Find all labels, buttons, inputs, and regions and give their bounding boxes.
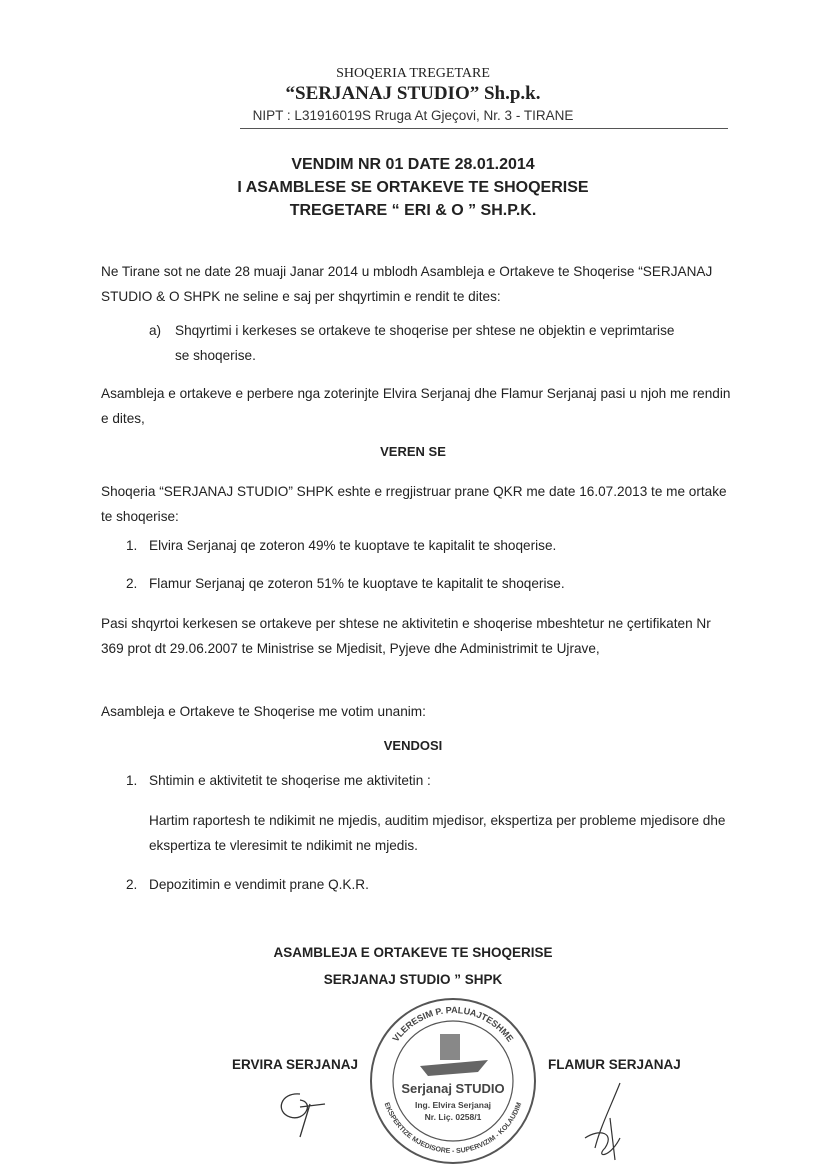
unanimous-paragraph: Asambleja e Ortakeve te Shoqerise me votim unanim: (101, 704, 426, 719)
stamp-bottom-text: EKSPERTIZE MJEDISORE - SUPERVIZIM - KOLAUDIM (382, 1101, 524, 1156)
decision-2: Depozitimin e vendimit prane Q.K.R. (149, 877, 369, 892)
decision-1-detail: Hartim raportesh te ndikimit ne mjedis, auditim mjedisor, ekspertiza per probleme mjedisore dhe ekspertiza te vleresimit te ndikimit ne mjedis. (149, 813, 726, 853)
signatory-left: ERVIRA SERJANAJ (232, 1057, 359, 1072)
title-line3: TREGETARE “ ERI & O ” SH.P.K. (289, 202, 537, 219)
title-line1: VENDIM NR 01 DATE 28.01.2014 (291, 156, 535, 173)
stamp-top-text: VLERESIM P. PALUAJTESHME (390, 1004, 516, 1044)
letterhead-divider (240, 128, 728, 129)
partner-num-1: 1. (126, 538, 138, 553)
registration-paragraph: Shoqeria “SERJANAJ STUDIO” SHPK eshte e rregjistruar prane QKR me date 16.07.2013 te me ortake te shoqerise: (101, 484, 727, 524)
company-stamp (368, 996, 538, 1166)
assembly-paragraph: Asambleja e ortakeve e perbere nga zoterinjte Elvira Serjanaj dhe Flamur Serjanaj pasi u njoh me rendin e dites, (101, 386, 731, 426)
certificate-paragraph: Pasi shqyrtoi kerkesen se ortakeve per shtese ne aktivitetin e shoqerise mbeshtetur ne çertifikaten Nr 369 prot dt 29.06.2007 te Ministrise se Mjedisit, Pyjeve dhe Administrimit te Ujrave, (101, 616, 711, 656)
closing-line1: ASAMBLEJA E ORTAKEVE TE SHOQERISE (273, 945, 553, 960)
signature-right (580, 1078, 630, 1163)
title-line2: I ASAMBLESE SE ORTAKEVE TE SHOQERISE (237, 179, 589, 196)
closing-line2: SERJANAJ STUDIO ” SHPK (323, 972, 503, 987)
letterhead-company: “SERJANAJ STUDIO” Sh.p.k. (285, 83, 541, 104)
stamp-name: Serjanaj STUDIO (401, 1081, 505, 1096)
heading-veren-se: VEREN SE (380, 444, 446, 459)
decision-num-1: 1. (126, 773, 138, 788)
decision-num-2: 2. (126, 877, 138, 892)
partner-num-2: 2. (126, 576, 138, 591)
decision-1: Shtimin e aktivitetit te shoqerise me aktivitetin : (149, 773, 431, 788)
signatory-right: FLAMUR SERJANAJ (548, 1057, 681, 1072)
letterhead-line1: SHOQERIA TREGETARE (336, 66, 490, 81)
letterhead-nipt: NIPT : L31916019S Rruga At Gjeçovi, Nr. 3 - TIRANE (252, 108, 574, 123)
agenda-marker: a) (149, 323, 162, 338)
agenda-item: Shqyrtimi i kerkeses se ortakeve te shoqerise per shtese ne objektin e veprimtarise se shoqerise. (175, 323, 675, 363)
stamp-license: Nr. Liç. 0258/1 (424, 1112, 482, 1122)
partner-2: Flamur Serjanaj qe zoteron 51% te kuoptave te kapitalit te shoqerise. (149, 576, 565, 591)
stamp-person: Ing. Elvira Serjanaj (414, 1100, 492, 1110)
intro-paragraph: Ne Tirane sot ne date 28 muaji Janar 2014 u mblodh Asambleja e Ortakeve te Shoqerise “SERJANAJ STUDIO & O SHPK ne seline e saj per shqyrtimin e rendit te dites: (101, 264, 713, 304)
signature-left (270, 1082, 330, 1142)
heading-vendosi: VENDOSI (383, 738, 443, 753)
partner-1: Elvira Serjanaj qe zoteron 49% te kuoptave te kapitalit te shoqerise. (149, 538, 557, 553)
